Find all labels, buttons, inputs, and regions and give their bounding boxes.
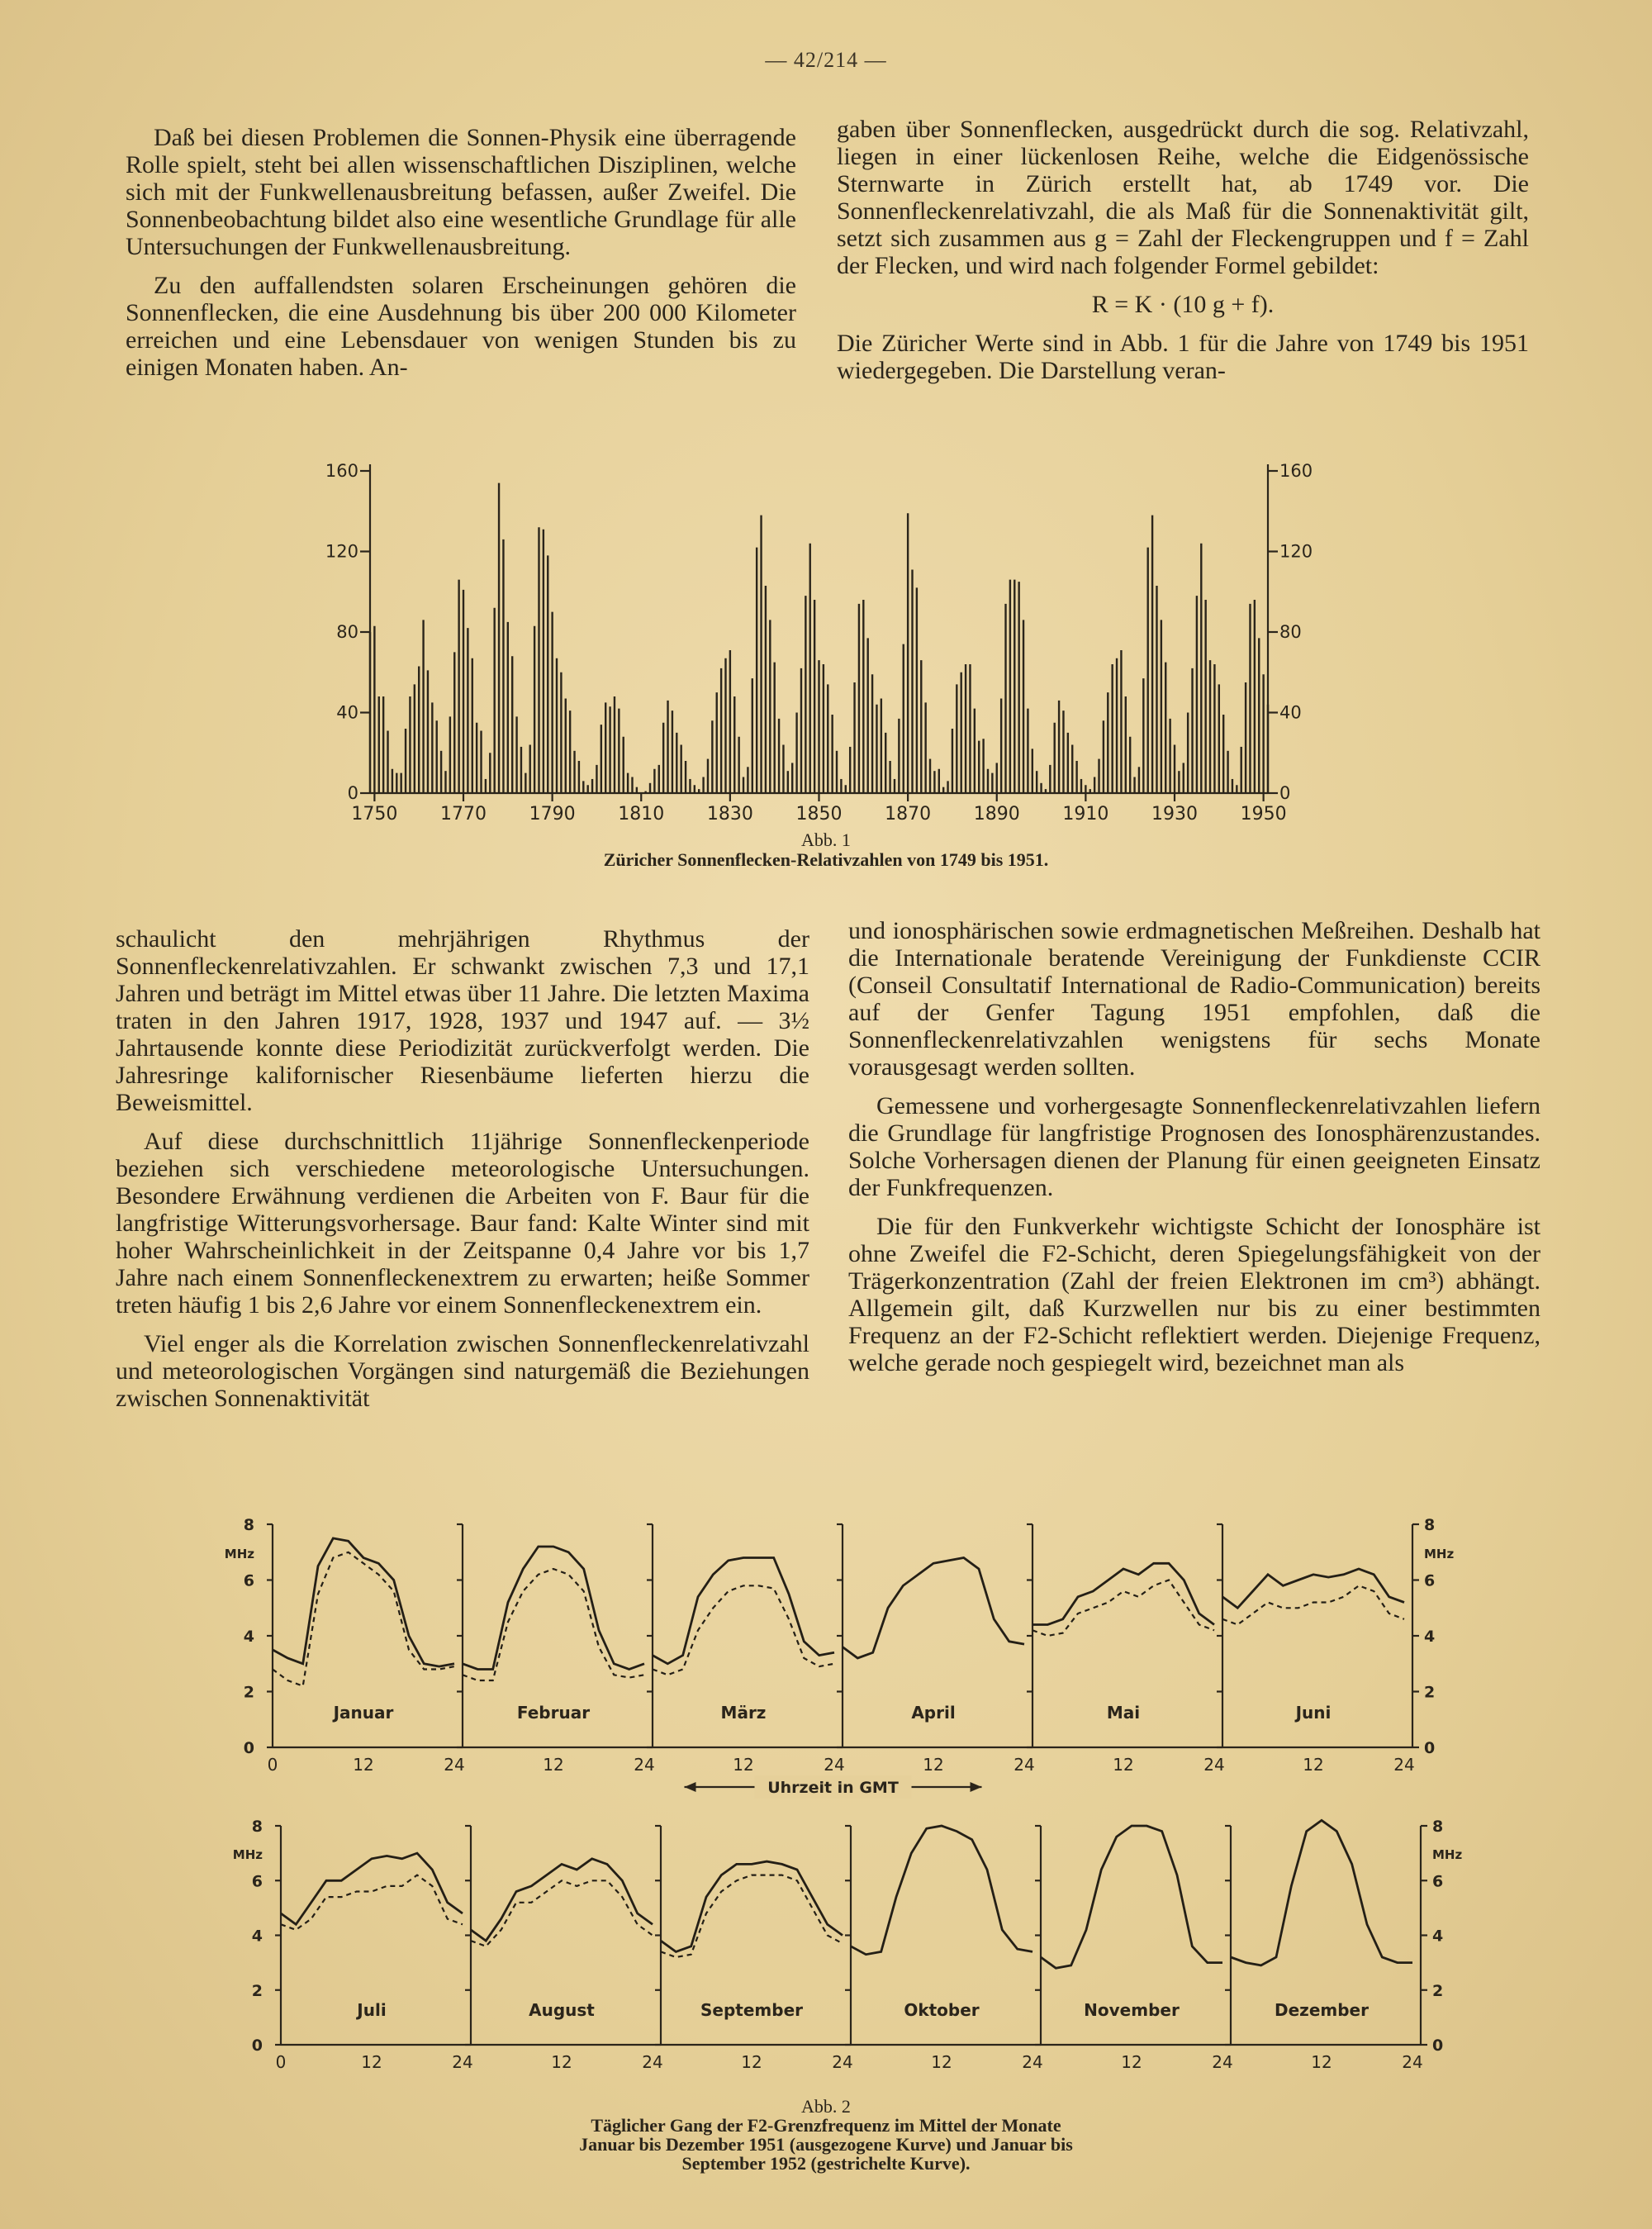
y-tick-label-left: 0 — [251, 2037, 263, 2055]
x-tick-label: 24 — [444, 1755, 465, 1775]
y-tick-label-left: 0 — [243, 1739, 254, 1757]
y-tick-label-left: 0 — [347, 783, 358, 803]
y-tick-label-right: 8 — [1432, 1818, 1444, 1836]
x-tick-label: 1930 — [1151, 804, 1198, 825]
paragraph: Die für den Funkverkehr wichtigste Schicht der Ionosphäre ist ohne Zweifel die F2-Schicht, deren Spiegelungsfähigkeit von der Trägerkonzentration (Zahl der freien Elektronen im cm³) abhängt. Allgemein gilt, daß Kurzwellen nur bis zu einer bestimmten Frequenz an der F2-Schicht reflektiert werden. Diejenige Frequenz, welche gerade noch gespiegelt wird, bezeichnet man als — [848, 1213, 1540, 1376]
figure-1-caption — [413, 830, 1239, 870]
figure-1-label: Abb. 1 — [801, 829, 851, 850]
arrow-head-right — [971, 1782, 982, 1792]
y-tick-label-right: 0 — [1432, 2037, 1444, 2055]
y-unit-right: MHz — [1424, 1546, 1455, 1561]
figure-2-caption-line: Januar bis Dezember 1951 (ausgezogene Kurve) und Januar bis — [579, 2134, 1073, 2155]
y-tick-label-right: 6 — [1424, 1571, 1436, 1590]
text-column-top-right — [837, 116, 1529, 396]
y-tick-label-left: 4 — [243, 1628, 254, 1646]
figure-2-caption — [413, 2097, 1239, 2173]
figure-2-caption-line: Täglicher Gang der F2-Grenzfrequenz im Mittel der Monate — [591, 2115, 1061, 2136]
y-tick-label-left: 160 — [325, 461, 358, 481]
paragraph: gaben über Sonnenflecken, ausgedrückt durch die sog. Relativzahl, liegen in einer lückenlosen Reihe, welche die Eidgenössische Sternwarte in Zürich erstellt hat, ab 1749 vor. Die Sonnenfleckenrelativzahl, die als Maß für die Sonnenaktivität gilt, setzt sich zusammen aus g = Zahl der Fleckengruppen und f = Zahl der Flecken, und wird nach folgender Formel gebildet: — [837, 116, 1529, 279]
x-tick-label: 24 — [1014, 1755, 1035, 1775]
paragraph: schaulicht den mehrjährigen Rhythmus der Sonnenfleckenrelativzahlen. Er schwankt zwischen 7,3 und 17,1 Jahren und beträgt im Mittel etwas über 11 Jahre. Die letzten Maxima traten in den Jahren 1917, 1928, 1937 und 1947 auf. — 3½ Jahrtausende konnte diese Periodizität zurückverfolgt werden. Die Jahresringe kalifornischer Riesenbäume lieferten hierzu die Beweismittel. — [116, 925, 809, 1116]
panel-month-label: Dezember — [1275, 2000, 1369, 2020]
curve-1951-April — [843, 1558, 1024, 1659]
y-tick-label-right: 0 — [1279, 783, 1291, 803]
panel-Juni — [1217, 1524, 1415, 1775]
paragraph: und ionosphärischen sowie erdmagnetischen Meßreihen. Deshalb hat die Internationale beratende Vereinigung der Funkdienste CCIR (Conseil Consultatif International de Radio-Communication) bereits auf der Genfer Tagung 1951 empfohlen, daß die Sonnenfleckenrelativzahlen wenigstens für sechs Monate vorausgesagt werden sollten. — [848, 917, 1540, 1081]
y-tick-label-right: 120 — [1279, 541, 1313, 562]
y-tick-label-left: 120 — [325, 541, 358, 562]
x-tick-label: 12 — [1113, 1755, 1134, 1775]
x-tick-label: 0 — [267, 1755, 278, 1775]
panel-Mai — [1027, 1524, 1225, 1775]
x-tick-label: 1810 — [618, 804, 665, 825]
curve-1951-November — [1041, 1826, 1222, 1968]
paragraph: Viel enger als die Korrelation zwischen Sonnenfleckenrelativzahl und meteorologischen Vorgängen sind naturgemäß die Beziehungen zwischen Sonnenaktivität — [116, 1330, 809, 1412]
x-tick-label: 24 — [1022, 2052, 1043, 2072]
curve-1952-Januar — [273, 1552, 454, 1686]
arrow-head-left — [685, 1782, 696, 1792]
y-tick-label-left: 8 — [251, 1818, 263, 1836]
panel-Januar — [267, 1524, 465, 1775]
panel-August — [465, 1826, 663, 2072]
x-tick-label: 24 — [824, 1755, 845, 1775]
curve-1952-September — [661, 1875, 843, 1957]
figure-2-caption-line: September 1952 (gestrichelte Kurve). — [681, 2153, 971, 2174]
panel-month-label: November — [1084, 2000, 1180, 2020]
x-tick-label: 1850 — [795, 804, 843, 825]
f2-frequency-charts — [0, 1499, 1652, 2078]
paragraph: Die Züricher Werte sind in Abb. 1 für die Jahre von 1749 bis 1951 wiedergegeben. Die Darstellung veran- — [837, 330, 1529, 384]
y-tick-label-left: 40 — [336, 702, 358, 723]
x-axis-label: Uhrzeit in GMT — [767, 1779, 899, 1797]
y-tick-label-left: 6 — [243, 1571, 254, 1590]
x-tick-label: 24 — [1393, 1755, 1415, 1775]
panel-month-label: Juni — [1295, 1703, 1332, 1723]
y-tick-label-right: 4 — [1432, 1927, 1444, 1946]
sunspot-bar-chart — [0, 446, 1652, 876]
x-tick-label: 24 — [832, 2052, 853, 2072]
curve-1951-Dezember — [1231, 1820, 1412, 1965]
y-tick-label-left: 2 — [251, 1981, 263, 2000]
y-tick-label-right: 2 — [1432, 1981, 1444, 2000]
panel-April — [837, 1524, 1035, 1775]
paragraph: Daß bei diesen Problemen die Sonnen-Physik eine überragende Rolle spielt, steht bei allen wissenschaftlichen Disziplinen, welche sich mit der Funkwellenausbreitung befassen, außer Zweifel. Die Sonnenbeobachtung bildet also eine wesentliche Grundlage für alle Untersuchungen der Funkwellenausbreitung. — [126, 124, 796, 260]
x-tick-label: 1890 — [973, 804, 1020, 825]
y-tick-label-left: 80 — [336, 622, 358, 642]
panel-Juli — [275, 1826, 473, 2072]
panel-month-label: Januar — [333, 1703, 394, 1723]
x-tick-label: 0 — [275, 2052, 287, 2072]
x-tick-label: 12 — [551, 2052, 572, 2072]
paragraph: Auf diese durchschnittlich 11jährige Sonnenfleckenperiode beziehen sich verschiedene meteorologische Untersuchungen. Besondere Erwähnung verdienen die Arbeiten von F. Baur für die langfristige Witterungsvorhersage. Baur fand: Kalte Winter sind mit hoher Wahrscheinlichkeit in der Zeitspanne 0,4 Jahre vor bis 1,7 Jahre nach einem Sonnenfleckenextrem zu erwarten; heiße Sommer treten häufig 1 bis 2,6 Jahre vor einem Sonnenfleckenextrem ein. — [116, 1128, 809, 1319]
x-tick-label: 1910 — [1062, 804, 1109, 825]
x-tick-label: 12 — [931, 2052, 952, 2072]
y-tick-label-right: 6 — [1432, 1872, 1444, 1891]
panel-Februar — [457, 1524, 655, 1775]
curve-1951-Oktober — [851, 1826, 1032, 1955]
x-tick-label: 1790 — [529, 804, 576, 825]
x-tick-label: 12 — [361, 2052, 382, 2072]
x-tick-label: 24 — [1212, 2052, 1233, 2072]
curve-1951-Januar — [273, 1538, 454, 1666]
panel-Oktober — [845, 1826, 1043, 2072]
y-tick-label-right: 80 — [1279, 622, 1302, 642]
panel-month-label: August — [529, 2000, 595, 2020]
curve-1951-März — [653, 1558, 834, 1664]
x-tick-label: 12 — [543, 1755, 564, 1775]
x-tick-label: 12 — [1121, 2052, 1142, 2072]
panel-month-label: April — [911, 1703, 956, 1723]
y-tick-label-left: 2 — [243, 1683, 254, 1702]
x-tick-label: 24 — [642, 2052, 663, 2072]
panel-September — [655, 1826, 853, 2072]
y-tick-label-right: 8 — [1424, 1516, 1436, 1534]
y-unit-left: MHz — [232, 1847, 263, 1863]
panel-month-label: Mai — [1106, 1703, 1141, 1723]
x-tick-label: 12 — [733, 1755, 754, 1775]
x-tick-label: 12 — [741, 2052, 762, 2072]
curve-1951-August — [471, 1859, 653, 1941]
x-tick-label: 24 — [1402, 2052, 1423, 2072]
formula: R = K · (10 g + f). — [1091, 291, 1275, 318]
panel-März — [647, 1524, 845, 1775]
text-column-mid-left — [116, 925, 809, 1423]
curve-1952-Juli — [281, 1875, 463, 1930]
y-tick-label-right: 40 — [1279, 702, 1302, 723]
x-tick-label: 12 — [1311, 2052, 1332, 2072]
panel-Dezember — [1225, 1820, 1423, 2072]
y-tick-label-left: 4 — [251, 1927, 263, 1946]
y-tick-label-right: 4 — [1424, 1628, 1436, 1646]
x-tick-label: 24 — [1203, 1755, 1225, 1775]
x-tick-label: 1830 — [706, 804, 753, 825]
curve-1951-Mai — [1032, 1563, 1214, 1624]
panel-month-label: März — [720, 1703, 767, 1723]
x-tick-label: 1750 — [351, 804, 398, 825]
text-column-mid-right — [848, 917, 1540, 1388]
figure-2-label: Abb. 2 — [801, 2096, 851, 2117]
x-tick-label: 1950 — [1240, 804, 1287, 825]
x-tick-label: 1770 — [440, 804, 487, 825]
page-number: — 42/214 — — [765, 48, 887, 72]
panel-month-label: Februar — [516, 1703, 591, 1723]
curve-1952-März — [653, 1585, 834, 1675]
paragraph: Zu den auffallendsten solaren Erscheinungen gehören die Sonnenflecken, die eine Ausdehnung bis über 200 000 Kilometer erreichen und eine Lebensdauer von wenigen Stunden bis zu einigen Monaten haben. An- — [126, 272, 796, 381]
curve-1951-Februar — [463, 1547, 644, 1670]
panel-November — [1035, 1826, 1233, 2072]
x-tick-label: 24 — [634, 1755, 655, 1775]
curve-1952-August — [471, 1880, 653, 1946]
x-tick-label: 12 — [353, 1755, 374, 1775]
y-tick-label-right: 2 — [1424, 1683, 1436, 1702]
curve-1952-Juni — [1222, 1585, 1404, 1624]
y-tick-label-right: 0 — [1424, 1739, 1436, 1757]
panel-month-label: September — [700, 2000, 803, 2020]
text-column-top-left — [126, 124, 796, 392]
x-tick-label: 1870 — [885, 804, 932, 825]
y-unit-right: MHz — [1432, 1847, 1463, 1863]
panel-month-label: Oktober — [904, 2000, 980, 2020]
y-tick-label-left: 8 — [243, 1516, 254, 1534]
y-unit-left: MHz — [224, 1546, 254, 1561]
panel-month-label: Juli — [357, 2000, 387, 2020]
x-tick-label: 24 — [452, 2052, 473, 2072]
y-tick-label-left: 6 — [251, 1872, 263, 1891]
paragraph: Gemessene und vorhergesagte Sonnenfleckenrelativzahlen liefern die Grundlage für langfristige Prognosen des Ionosphärenzustandes. Solche Vorhersagen dienen der Planung für einen geeigneten Einsatz der Funkfrequenzen. — [848, 1092, 1540, 1201]
figure-1-title: Züricher Sonnenflecken-Relativzahlen von 1749 bis 1951. — [603, 849, 1049, 870]
x-tick-label: 12 — [923, 1755, 944, 1775]
y-tick-label-right: 160 — [1279, 461, 1313, 481]
curve-1951-Juli — [281, 1853, 463, 1924]
x-tick-label: 12 — [1303, 1755, 1324, 1775]
